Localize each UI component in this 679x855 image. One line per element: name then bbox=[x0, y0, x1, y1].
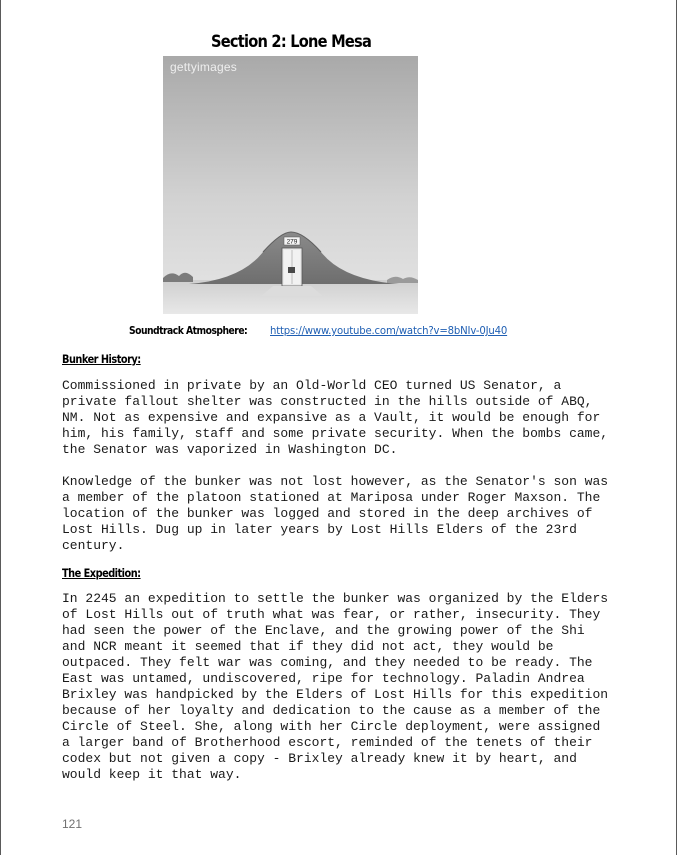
bunker-history-paragraph-1: Commissioned in private by an Old-World CEO turned US Senator, a private fallout shelter was constructed in the hills outside of ABQ, NM. Not as expensive and expansive as a Vault, it would be enough for him, his family, staff and some private security. When the bombs came, the Senator was vaporized in Washington DC. bbox=[62, 378, 609, 457]
bunker-history-heading: Bunker History: bbox=[62, 352, 141, 366]
bunker-photo bbox=[163, 56, 418, 314]
bunker-history-paragraph-2: Knowledge of the bunker was not lost however, as the Senator's son was a member of the platoon stationed at Mariposa under Roger Maxson. The location of the bunker was logged and stored in the deep archives of Lost Hills. Dug up in later years by Lost Hills Elders of the 23rd century. bbox=[62, 474, 609, 553]
section-title: Section 2: Lone Mesa bbox=[210, 32, 372, 52]
watermark-text: gettyimages bbox=[170, 60, 237, 74]
soundtrack-line bbox=[129, 324, 528, 337]
bunker-photo-image bbox=[163, 56, 418, 314]
soundtrack-link[interactable]: https://www.youtube.com/watch?v=8bNIv-0Ju40 bbox=[270, 324, 508, 337]
door-sign-text: 279 bbox=[286, 238, 298, 246]
page-number: 121 bbox=[62, 817, 83, 831]
expedition-paragraph: In 2245 an expedition to settle the bunker was organized by the Elders of Lost Hills out of truth what was fear, or rather, insecurity. They had seen the power of the Enclave, and the growing power of the Shi and NCR meant it seemed that if they did not act, they would be outpaced. They felt war was coming, and they needed to be ready. The East was untamed, undiscovered, ripe for technology. Paladin Andrea Brixley was handpicked by the Elders of Lost Hills for this expedition because of her loyalty and dedication to the cause as a member of the Circle of Steel. She, along with her Circle deployment, were assigned a larger band of Brotherhood escort, reminded of the tenets of their codex but not given a copy - Brixley already knew it by heart, and would keep it that way. bbox=[62, 591, 609, 782]
expedition-heading: The Expedition: bbox=[62, 566, 141, 580]
soundtrack-label: Soundtrack Atmosphere: bbox=[129, 325, 248, 337]
